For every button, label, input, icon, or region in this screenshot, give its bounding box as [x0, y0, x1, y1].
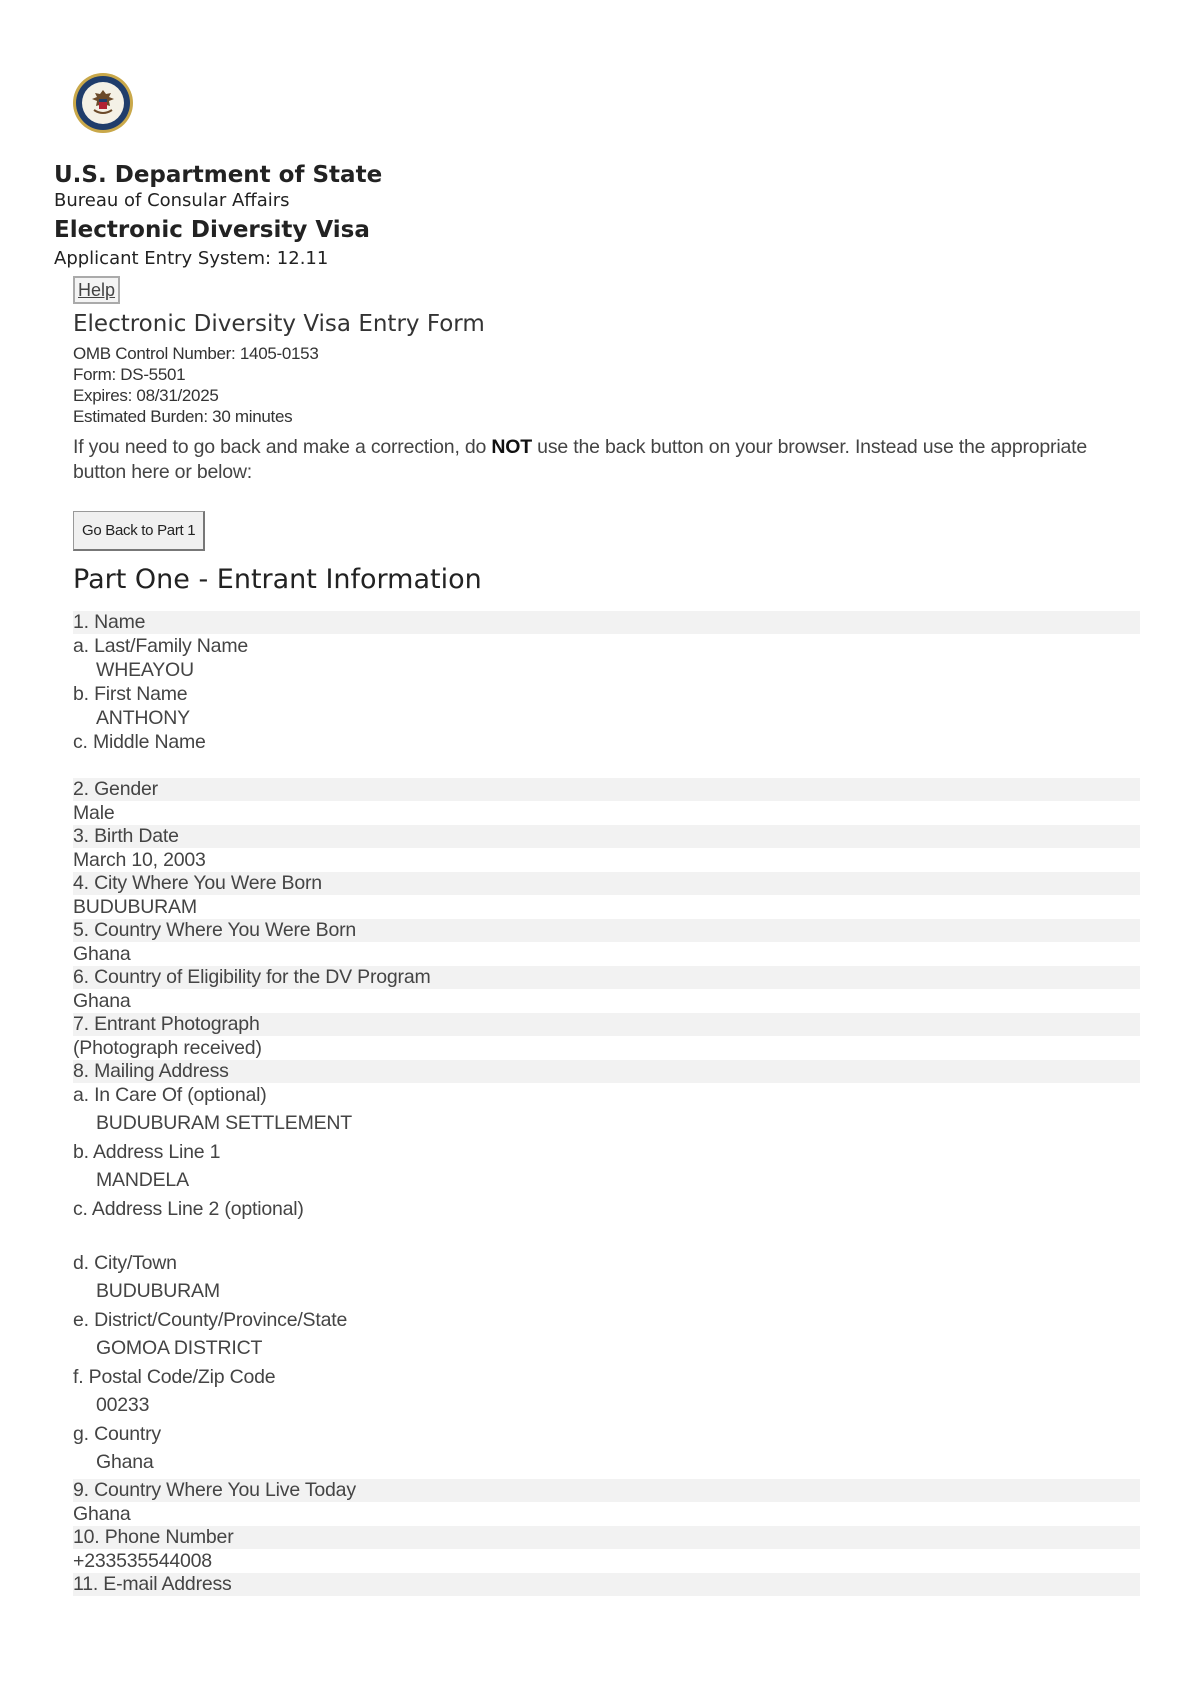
address-line2-value	[73, 1221, 1140, 1251]
entrant-info-list	[73, 611, 1140, 1596]
question-birth-country: 5. Country Where You Were Born	[73, 919, 1140, 942]
question-phone-number: 10. Phone Number	[73, 1526, 1140, 1549]
question-eligibility-country: 6. Country of Eligibility for the DV Program	[73, 966, 1140, 989]
help-link[interactable]: Help	[73, 276, 120, 304]
agency-header	[54, 160, 754, 270]
middle-name-label: c. Middle Name	[73, 731, 206, 753]
estimated-burden: Estimated Burden: 30 minutes	[73, 407, 293, 426]
state-department-seal-logo	[72, 72, 134, 134]
back-button-notice	[73, 435, 1140, 485]
question-gender: 2. Gender	[73, 778, 1140, 801]
system-name: Electronic Diversity Visa	[54, 217, 370, 243]
form-title: Electronic Diversity Visa Entry Form	[73, 311, 485, 337]
care-of-value: BUDUBURAM SETTLEMENT	[96, 1112, 353, 1134]
address-line1-label: b. Address Line 1	[73, 1141, 221, 1163]
middle-name-value	[73, 754, 1140, 778]
photograph-status: (Photograph received)	[73, 1037, 262, 1059]
postal-code-value: 00233	[96, 1394, 150, 1416]
question-current-country: 9. Country Where You Live Today	[73, 1479, 1140, 1502]
address-line1-value: MANDELA	[96, 1169, 189, 1191]
system-version: Applicant Entry System: 12.11	[54, 248, 329, 269]
question-birth-city: 4. City Where You Were Born	[73, 872, 1140, 895]
question-birth-date: 3. Birth Date	[73, 825, 1140, 848]
mailing-country-value: Ghana	[96, 1451, 154, 1473]
notice-text-bold: NOT	[491, 436, 532, 458]
district-value: GOMOA DISTRICT	[96, 1337, 263, 1359]
birth-country-value: Ghana	[73, 943, 131, 965]
district-label: e. District/County/Province/State	[73, 1309, 348, 1331]
notice-text-start: If you need to go back and make a correction, do	[73, 436, 492, 458]
last-name-label: a. Last/Family Name	[73, 635, 249, 657]
question-name: 1. Name	[73, 611, 1140, 634]
first-name-value: ANTHONY	[96, 707, 190, 729]
first-name-label: b. First Name	[73, 683, 188, 705]
bureau-name: Bureau of Consular Affairs	[54, 190, 290, 211]
omb-control-number: OMB Control Number: 1405-0153	[73, 344, 319, 363]
question-email-address: 11. E-mail Address	[73, 1573, 1140, 1596]
care-of-label: a. In Care Of (optional)	[73, 1084, 267, 1106]
mailing-country-label: g. Country	[73, 1423, 161, 1445]
question-photograph: 7. Entrant Photograph	[73, 1013, 1140, 1036]
last-name-value: WHEAYOU	[96, 659, 194, 681]
department-name: U.S. Department of State	[54, 162, 383, 188]
city-town-value: BUDUBURAM	[96, 1280, 220, 1302]
current-country-value: Ghana	[73, 1503, 131, 1525]
city-town-label: d. City/Town	[73, 1252, 177, 1274]
postal-code-label: f. Postal Code/Zip Code	[73, 1366, 276, 1388]
form-content	[73, 276, 1140, 1596]
address-line2-label: c. Address Line 2 (optional)	[73, 1198, 304, 1220]
question-mailing-address: 8. Mailing Address	[73, 1060, 1140, 1083]
go-back-to-part1-button[interactable]: Go Back to Part 1	[73, 511, 205, 551]
form-number: Form: DS-5501	[73, 365, 186, 384]
phone-number-value: +233535544008	[73, 1550, 212, 1572]
birth-city-value: BUDUBURAM	[73, 896, 197, 918]
gender-value: Male	[73, 802, 115, 824]
birth-date-value: March 10, 2003	[73, 849, 206, 871]
notice-text-end: use the back button on your browser. Instead use the appropriate button here or below:	[73, 436, 1087, 483]
form-expires: Expires: 08/31/2025	[73, 386, 219, 405]
part-one-title: Part One - Entrant Information	[73, 564, 482, 595]
eligibility-country-value: Ghana	[73, 990, 131, 1012]
